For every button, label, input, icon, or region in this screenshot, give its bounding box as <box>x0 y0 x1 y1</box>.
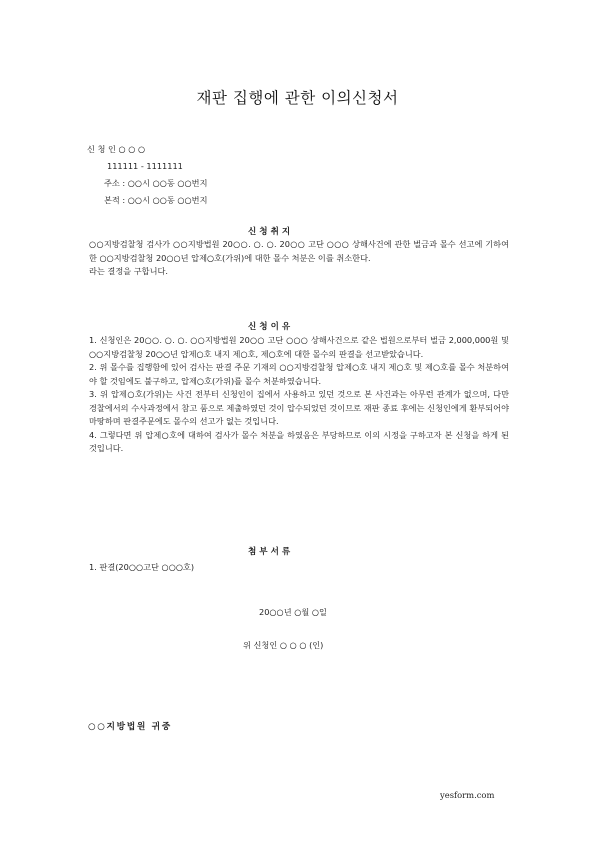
signature-line: 위 신청인 ○ ○ ○ (인) <box>243 640 324 650</box>
reason-item: 2. 위 몰수를 집행함에 있어 검사는 판결 주문 기재의 ○○지방검찰청 압제○호 내지 제○호 및 제○호를 몰수 처분하여야 할 것임에도 불구하고, 압제○호(가위)를 몰수 처분하였습니다. <box>89 362 509 386</box>
court-addressee: ○○지방법원 귀중 <box>88 722 172 732</box>
reason-section <box>89 334 509 456</box>
attachments-heading: 첨 부 서 류 <box>248 547 291 557</box>
reason-heading: 신 청 이 유 <box>248 322 291 332</box>
brand-footer: yesform.com <box>440 790 495 800</box>
purpose-closing: 라는 결정을 구합니다. <box>89 266 168 276</box>
document-title: 재판 집행에 관한 이의신청서 <box>196 89 399 107</box>
purpose-heading: 신 청 취 지 <box>248 227 291 237</box>
applicant-address: 주소 : ○○시 ○○동 ○○번지 <box>104 178 208 188</box>
purpose-section <box>89 238 509 279</box>
purpose-body: ○○지방검찰청 검사가 ○○지방법원 20○○. ○. ○. 20○○ 고단 ○○○ 상해사건에 관한 벌금과 몰수 선고에 기하여 한 ○○지방검찰청 20○○년 압제○호(가위)에 대한 몰수 처분은 이를 취소한다. <box>89 239 509 263</box>
reason-item: 1. 신청인은 20○○. ○. ○. ○○지방법원 20○○ 고단 ○○○ 상해사건으로 같은 법원으로부터 벌금 2,000,000원 및 ○○지방검찰청 20○○년 압제○호 내지 제○호, 제○호에 대한 몰수의 판결을 선고받았습니다. <box>89 335 509 359</box>
document-date: 20○○년 ○월 ○일 <box>259 607 327 617</box>
applicant-name-line: 신 청 인 ○ ○ ○ <box>87 144 146 154</box>
reason-item: 3. 위 압제○호(가위)는 사건 전부터 신청인이 집에서 사용하고 있던 것으로 본 사건과는 아무런 관계가 없으며, 다만 경찰에서의 수사과정에서 참고 품으로 제출하였던 것이 압수되었던 것이므로 재판 종료 후에는 신청인에게 환부되어야 마땅하며 판결주문에도 몰수의 선고가 없는 것입니다. <box>89 389 509 426</box>
reason-item: 4. 그렇다면 위 압제○호에 대하여 검사가 몰수 처분을 하였음은 부당하므로 이의 시정을 구하고자 본 신청을 하게 된 것입니다. <box>89 429 509 453</box>
attachment-item: 1. 판결(20○○고단 ○○○호) <box>89 562 195 572</box>
applicant-domicile: 본적 : ○○시 ○○동 ○○번지 <box>104 195 208 205</box>
applicant-id-number: 111111 - 1111111 <box>107 161 183 171</box>
